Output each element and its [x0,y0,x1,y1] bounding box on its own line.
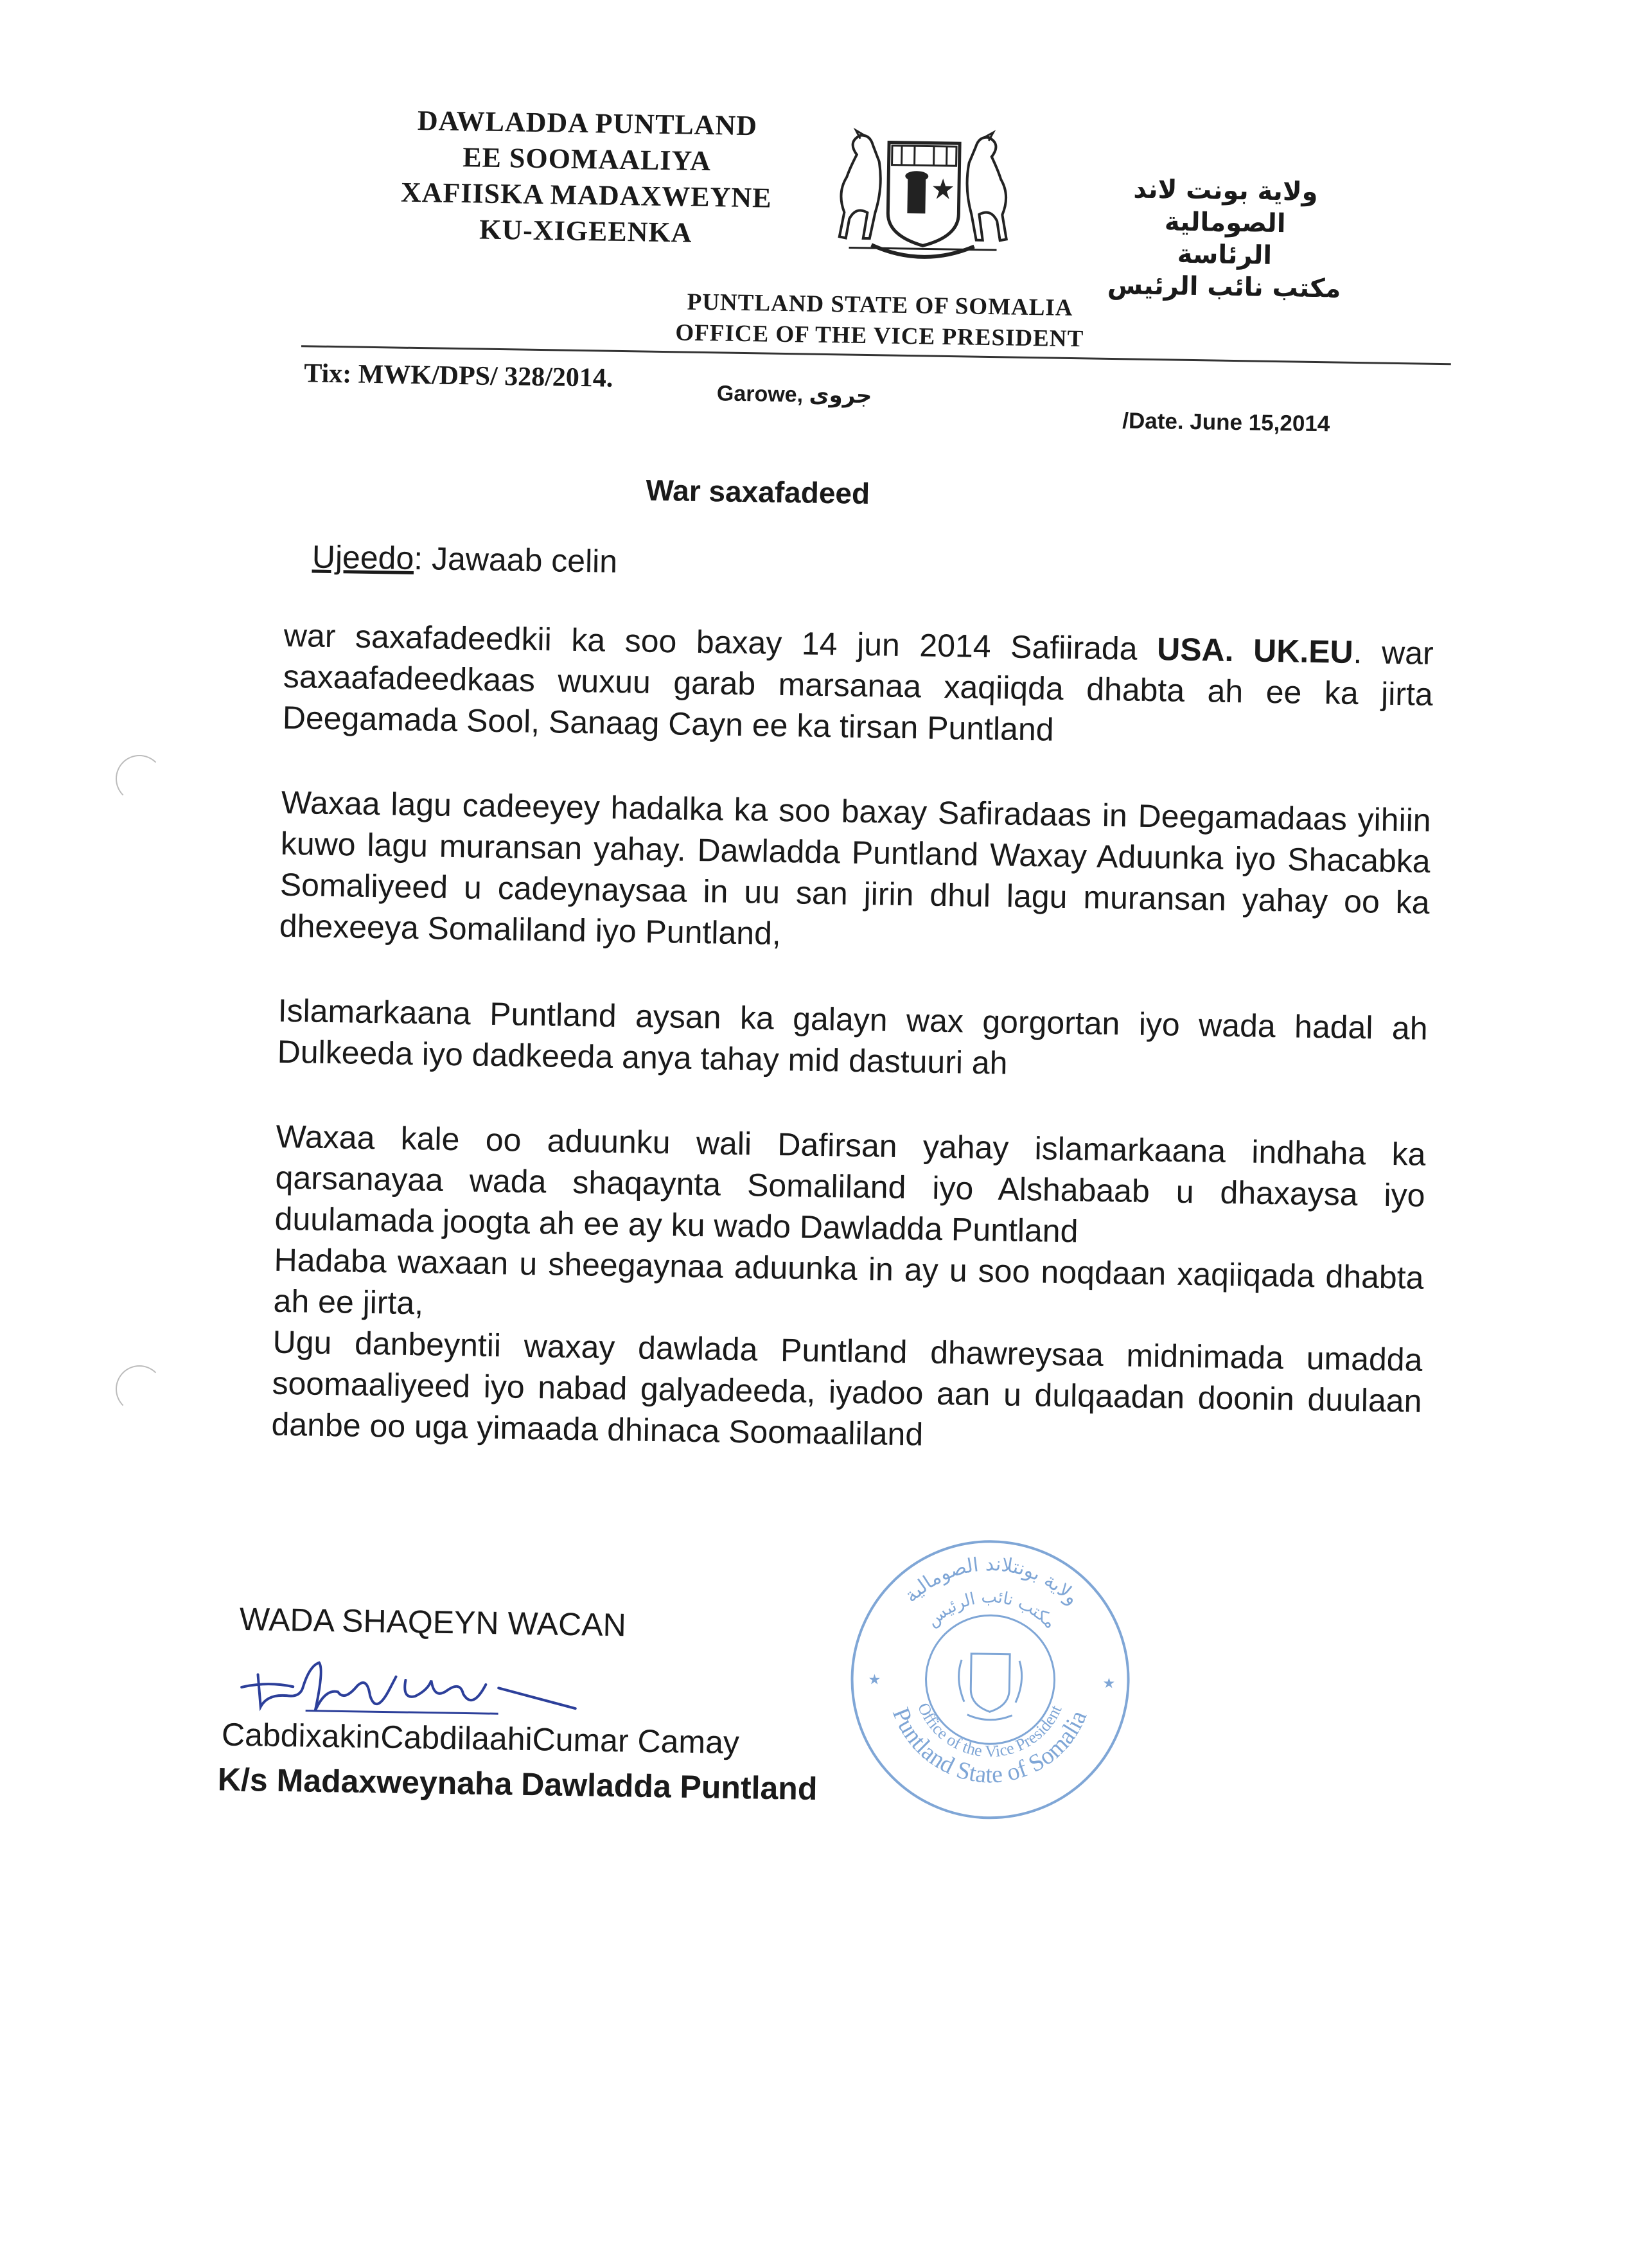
letterhead-arabic-line: الرئاسة [1073,236,1376,273]
place-name-arabic: جروى [809,382,872,409]
letterhead-somali-line: KU-XIGEENKA [360,210,811,253]
letterhead-somali [360,102,812,253]
place-name: Garowe, [717,381,804,407]
stamp-outer-top-text: ولاية بونتلاند الصومالية [900,1552,1084,1610]
body-paragraph-5: Hadaba waxaan u sheegaynaa aduunka in ay u soo noqdaan xaqiiqada dhabta ah ee jirta, [273,1239,1424,1340]
closing-line: WADA SHAQEYN WACAN [239,1600,626,1643]
body-paragraph-6: Ugu danbeyntii waxay dawlada Puntland dhawreysaa midnimada umadda soomaaliyeed iyo nabad galyadeeda, iyadoo aan u dulqaadan doonin duulaan danbe oo uga yimaada dhinaca Soomaaliland [271,1322,1423,1463]
official-stamp [840,1530,1140,1830]
stamp-inner-top-text: مكتب نائب الرئيس [923,1586,1061,1633]
stamp-star-right-icon: ★ [1102,1676,1115,1692]
stamp-middle-text: Office of the Vice President [913,1700,1066,1762]
stamp-emblem-icon [958,1654,1023,1721]
letterhead-english [629,286,1131,355]
body-paragraph-1 [282,615,1434,756]
subject-text: Jawaab celin [423,540,618,580]
letterhead-arabic-line: ولاية بونت لاند الصومالية [1074,172,1377,241]
letter-body [270,615,1434,1507]
signer-name: CabdixakinCabdilaahiCumar Camay [222,1716,740,1762]
reference-place [717,380,872,409]
document-title: War saxafadeed [646,473,870,511]
body-p1-end: . war saxaafadeedkaas wuxuu garab marsanaa xaqiiqda dhabta ah ee ka jirta Deegamada Sool, Sanaag Cayn ee ka tirsan Puntland [282,634,1434,748]
stamp-bottom-text: Puntland State of Somalia [886,1703,1093,1790]
letterhead-english-line: PUNTLAND STATE OF SOMALIA [630,286,1131,324]
coat-of-arms-icon [810,116,1037,267]
body-paragraph-3: Islamarkaana Puntland aysan ka galayn wax gorgortan iyo wada hadal ah Dulkeeda iyo dadkeeda anya tahay mid dastuuri ah [277,990,1428,1090]
subject-line [312,538,617,580]
letterhead-somali-line: EE SOOMAALIYA [362,138,812,181]
letterhead-somali-line: XAFIISKA MADAXWEYNE [361,174,811,217]
body-paragraph-2: Waxaa lagu cadeeyey hadalka ka soo baxay Safiradaas in Deegamadaas yihiin kuwo lagu muransan yahay. Dawladda Puntland Waxay Aduunka iyo Shacabka Somaliyeed u cadeynaysaa in uu san jirin dhul lagu muransan yahay oo ka dhexeeya Somaliland iyo Puntland, [279,782,1431,964]
body-paragraph-4: Waxaa kale oo aduunku wali Dafirsan yahay islamarkaana indhaha ka qarsanayaa wada shaqaynta Somaliland iyo Alshabaab u dhaxaysa iyo duulamada joogta ah ee ay ku wado Dawladda Puntland [274,1116,1426,1257]
svg-text:مكتب نائب الرئيس [923,1586,1061,1633]
letterhead-english-line: OFFICE OF THE VICE PRESIDENT [629,317,1131,355]
body-p1-start: war saxafadeedkii ka soo baxay 14 jun 2014 Safiirada [283,617,1157,667]
letterhead-arabic-line: مكتب نائب الرئيس [1073,269,1375,305]
subject-separator: : [414,540,423,576]
body-p1-bold: USA. UK.EU [1157,631,1353,670]
letterhead-somali-line: DAWLADDA PUNTLAND [362,102,813,145]
reference-number: Tix: MWK/DPS/ 328/2014. [304,358,613,394]
subject-label: Ujeedo [312,538,414,576]
letterhead-arabic [1073,172,1377,305]
reference-date: /Date. June 15,2014 [1122,408,1330,437]
signer-title: K/s Madaxweynaha Dawladda Puntland [217,1760,817,1807]
stamp-star-left-icon: ★ [868,1672,881,1688]
